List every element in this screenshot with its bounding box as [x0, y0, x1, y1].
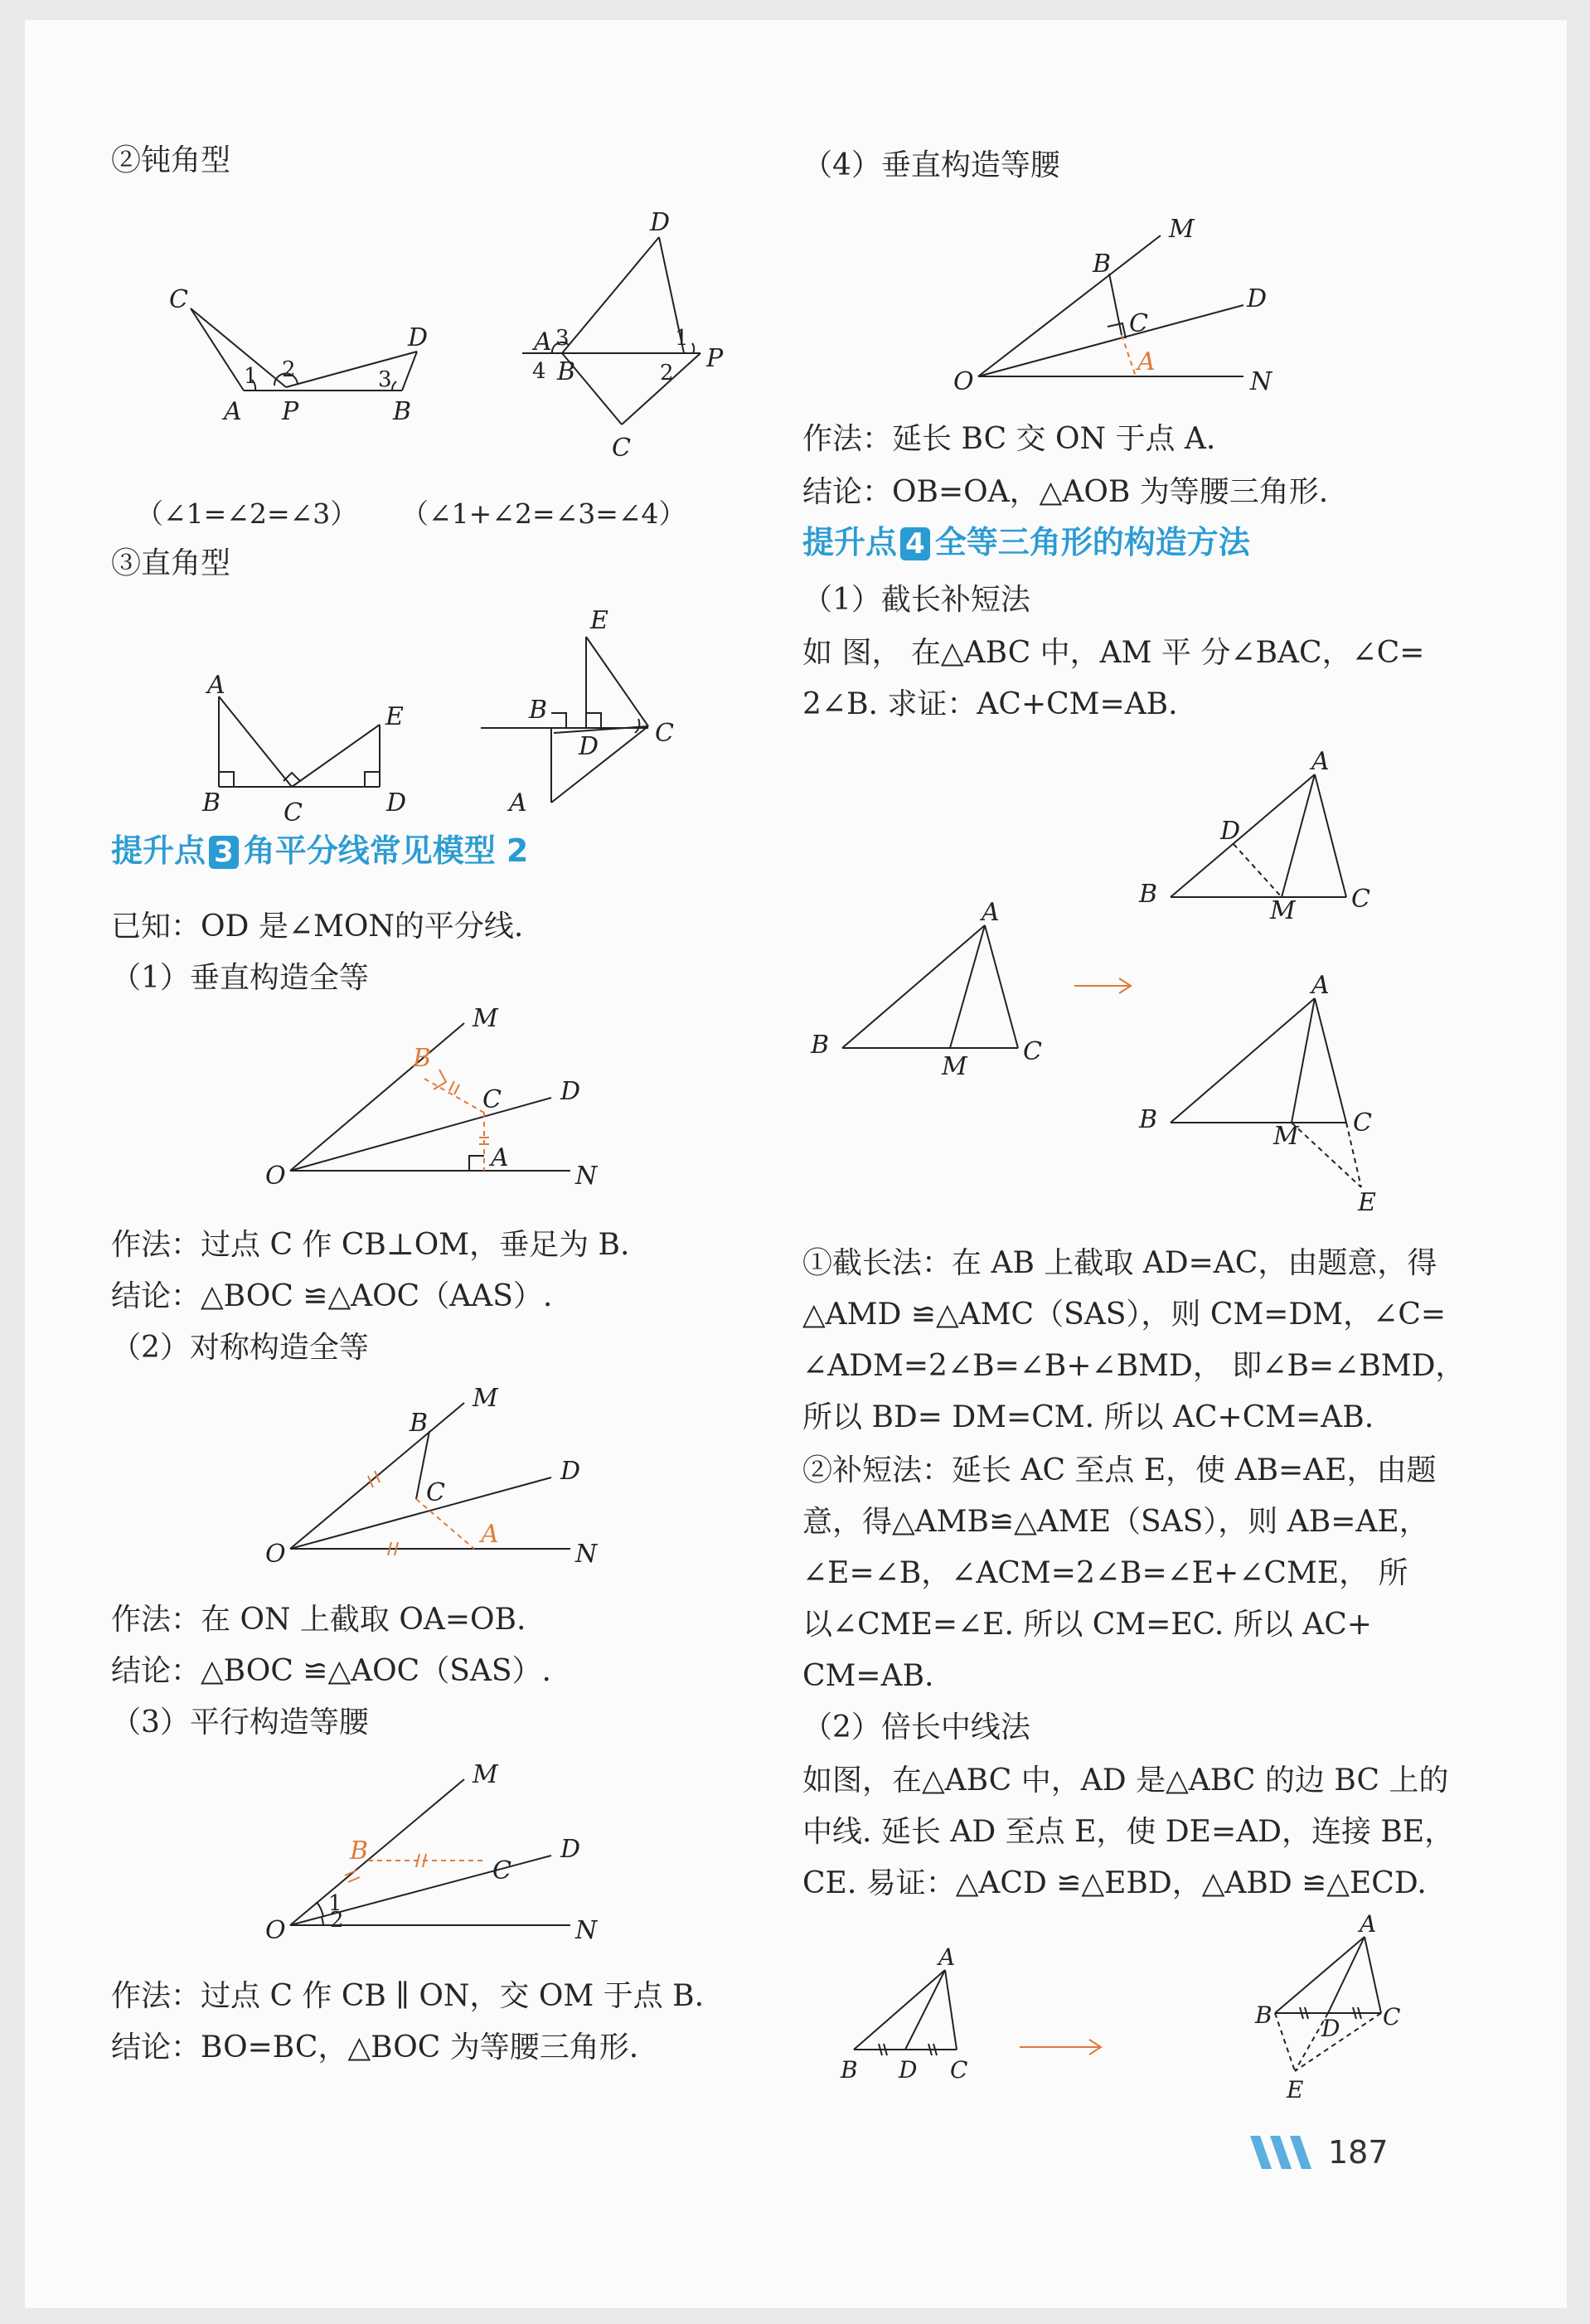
obtuse-type-heading: ②钝角型 [111, 143, 231, 177]
method-3-conclusion: 结论：BO=BC，△BOC 为等腰三角形. [111, 2030, 639, 2064]
part-1-problem-line-1: 如 图， 在△ABC 中，AM 平 分∠BAC，∠C= [802, 636, 1425, 670]
label-b: B [410, 1409, 429, 1438]
label-n: N [575, 1162, 598, 1191]
page-number: 187 [1328, 2134, 1389, 2171]
median-original-figure [821, 1935, 1003, 2084]
add-method-line-1: ②补短法：延长 AC 至点 E，使 AB=AE，由题 [802, 1453, 1437, 1487]
obtuse-caption-2: （∠1+∠2=∠3=∠4） [401, 497, 686, 530]
label-b: B [413, 1044, 432, 1073]
label-d: D [1247, 284, 1268, 313]
angle-1: 1 [244, 364, 258, 389]
cut-method-line-2: △AMD ≌△AMC（SAS），则 CM=DM，∠C= [802, 1298, 1447, 1332]
label-p: P [706, 344, 724, 373]
section-3-badge: 3 [209, 836, 239, 869]
label-a: A [491, 1143, 509, 1172]
right-figure-1 [191, 658, 423, 841]
section-3-prefix: 提升点 [111, 832, 206, 869]
label-c: C [1023, 1037, 1042, 1066]
part-2-line-1: 如图，在△ABC 中，AD 是△ABC 的边 BC 上的 [802, 1764, 1449, 1798]
label-c: C [1129, 309, 1148, 338]
label-n: N [575, 1540, 598, 1569]
method-3-title: （3）平行构造等腰 [111, 1705, 369, 1739]
right-type-heading: ③直角型 [111, 546, 231, 580]
cut-long-figure [1127, 741, 1409, 924]
method-4-conclusion: 结论：OB=OA，△AOB 为等腰三角形. [802, 475, 1329, 509]
label-b: B [202, 788, 221, 818]
cut-method-line-4: 所以 BD= DM=CM. 所以 AC+CM=AB. [802, 1400, 1374, 1434]
label-e: E [1287, 2076, 1304, 2103]
label-d: D [1220, 817, 1241, 846]
label-a: A [509, 788, 527, 818]
angle-1: 1 [675, 326, 689, 351]
label-c: C [1351, 885, 1370, 914]
label-b: B [1139, 1105, 1158, 1134]
stripes-icon [1245, 2132, 1325, 2172]
label-d: D [560, 1835, 581, 1864]
add-method-line-5: CM=AB. [802, 1659, 934, 1693]
label-c: C [950, 2056, 968, 2084]
label-b: B [557, 357, 576, 386]
cut-method-line-1: ①截长法：在 AB 上截取 AD=AC，由题意，得 [802, 1246, 1437, 1280]
method-2-title: （2）对称构造全等 [111, 1331, 369, 1365]
angle-3: 3 [378, 367, 392, 392]
label-b: B [811, 1031, 830, 1060]
label-o: O [265, 1540, 286, 1569]
label-c: C [482, 1085, 502, 1114]
method-3-construction: 作法：过点 C 作 CB ∥ ON，交 OM 于点 B. [111, 1979, 705, 2013]
label-d: D [408, 323, 429, 352]
label-m: M [942, 1052, 967, 1081]
label-a: A [534, 327, 552, 357]
label-p: P [282, 397, 299, 426]
angle-2: 2 [330, 1908, 344, 1933]
label-o: O [265, 1162, 286, 1191]
label-n: N [575, 1916, 598, 1945]
label-d: D [560, 1457, 581, 1486]
transform-arrow-2 [1016, 2035, 1108, 2060]
label-a: A [481, 1520, 499, 1549]
median-doubled-figure [1235, 1897, 1418, 2104]
label-a: A [207, 671, 225, 700]
label-m: M [1169, 215, 1195, 244]
method-2-construction: 作法：在 ON 上截取 OA=OB. [111, 1603, 526, 1637]
label-c: C [492, 1856, 511, 1885]
angle-1: 1 [328, 1891, 342, 1916]
label-c: C [1383, 2003, 1401, 2030]
label-b: B [393, 397, 412, 426]
label-d: D [560, 1077, 581, 1106]
add-method-line-3: ∠E=∠B，∠ACM=2∠B=∠E+∠CME， 所 [802, 1556, 1408, 1590]
label-a: A [1311, 971, 1330, 1000]
label-m: M [1270, 896, 1296, 925]
label-a: A [982, 898, 1000, 927]
label-d: D [899, 2056, 918, 2084]
angle-2: 2 [282, 357, 296, 382]
label-b: B [1255, 2001, 1272, 2029]
method-4-title: （4）垂直构造等腰 [802, 148, 1060, 182]
obtuse-figure-2 [506, 202, 771, 476]
right-figure-2 [456, 592, 705, 832]
label-c: C [284, 798, 303, 827]
label-d: D [650, 208, 671, 237]
original-triangle-figure [796, 890, 1061, 1081]
label-a: A [938, 1943, 956, 1971]
label-a: A [224, 397, 242, 426]
label-b: B [1139, 880, 1158, 909]
section-4-heading [802, 524, 1250, 560]
label-c: C [655, 719, 674, 748]
textbook-page [25, 20, 1567, 2308]
label-n: N [1250, 367, 1272, 396]
label-e: E [1358, 1188, 1376, 1217]
part-2-line-2: 中线. 延长 AD 至点 E，使 DE=AD，连接 BE， [802, 1815, 1455, 1849]
label-b: B [1093, 250, 1112, 279]
section-4-prefix: 提升点 [802, 524, 898, 560]
method-1-construction: 作法：过点 C 作 CB⊥OM，垂足为 B. [111, 1228, 630, 1262]
label-c: C [612, 434, 631, 463]
angle-4: 4 [532, 359, 546, 384]
perpendicular-congruence-figure [265, 998, 630, 1206]
label-c: C [169, 285, 188, 314]
part-1-problem-line-2: 2∠B. 求证：AC+CM=AB. [802, 687, 1178, 721]
label-d: D [1321, 2015, 1340, 2042]
add-short-figure [1127, 957, 1409, 1222]
perpendicular-isosceles-figure [945, 202, 1293, 410]
add-method-line-4: 以∠CME=∠E. 所以 CM=EC. 所以 AC+ [802, 1608, 1372, 1642]
part-1-title: （1）截长补短法 [802, 583, 1030, 617]
label-m: M [1273, 1122, 1299, 1151]
symmetric-congruence-figure [265, 1371, 630, 1579]
section-4-title: 全等三角形的构造方法 [934, 524, 1250, 560]
part-2-line-3: CE. 易证：△ACD ≌△EBD，△ABD ≌△ECD. [802, 1866, 1427, 1900]
section-4-badge: 4 [900, 527, 930, 560]
label-a: A [1360, 1910, 1377, 1938]
page-number-area [1245, 2132, 1411, 2174]
label-c: C [426, 1478, 445, 1507]
part-2-title: （2）倍长中线法 [802, 1710, 1030, 1744]
add-method-line-2: 意，得△AMB≌△AME（SAS），则 AB=AE， [802, 1505, 1429, 1539]
label-b: B [529, 696, 548, 725]
angle-2: 2 [660, 361, 674, 386]
label-d: D [386, 788, 407, 818]
parallel-isosceles-figure [265, 1744, 630, 1952]
method-1-title: （1）垂直构造全等 [111, 961, 369, 995]
label-m: M [473, 1760, 498, 1789]
obtuse-caption-1: （∠1=∠2=∠3） [136, 497, 358, 530]
label-e: E [590, 606, 608, 635]
cut-method-line-3: ∠ADM=2∠B=∠B+∠BMD， 即∠B=∠BMD， [802, 1349, 1466, 1383]
label-a: A [1137, 347, 1156, 376]
method-4-construction: 作法：延长 BC 交 ON 于点 A. [802, 422, 1216, 456]
section-3-title: 角平分线常见模型 2 [243, 832, 529, 869]
label-c: C [1353, 1109, 1372, 1138]
label-b: B [841, 2056, 858, 2084]
label-b: B [350, 1836, 369, 1866]
known-statement: 已知：OD 是∠MON的平分线. [111, 910, 524, 944]
label-m: M [473, 1004, 498, 1033]
label-m: M [473, 1384, 498, 1413]
angle-3: 3 [555, 326, 570, 351]
section-3-heading [111, 832, 528, 869]
method-2-conclusion: 结论：△BOC ≌△AOC（SAS）. [111, 1654, 551, 1688]
label-o: O [265, 1916, 286, 1945]
obtuse-figure-1 [133, 260, 464, 451]
method-1-conclusion: 结论：△BOC ≌△AOC（AAS）. [111, 1279, 553, 1313]
label-d: D [579, 732, 599, 761]
label-a: A [1311, 747, 1330, 776]
label-o: O [953, 367, 974, 396]
label-e: E [385, 702, 404, 731]
